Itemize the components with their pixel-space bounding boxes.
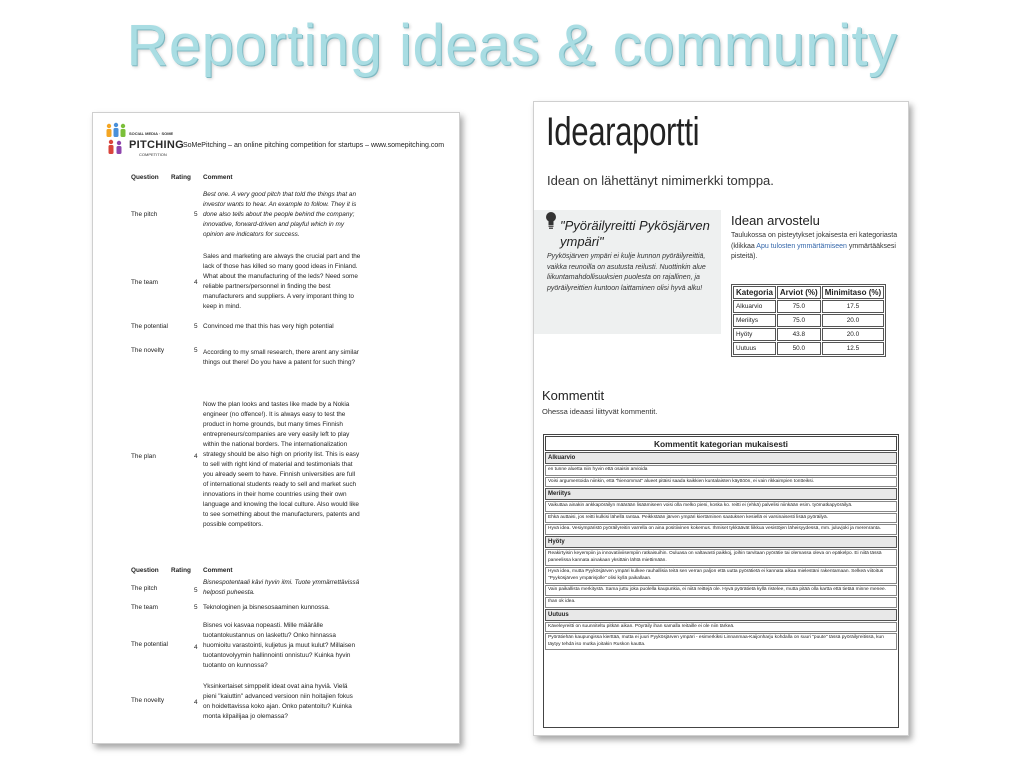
t2-comment: Bisnes voi kasvaa nopeasti. Mille määrälle tuotantokustannus on laskettu? Onko hinnassa huomioitu varastointi, kuljetus ja muut kulut? Millaisen tuotantovolyymin hallinnointi onnistuu? Kuinka hyvin tuotanto on kunnossa? [203,622,356,669]
score-row [733,300,884,313]
t1-rating: 5 [194,323,198,330]
score-category: Uutuus [733,342,776,355]
somepitching-logo [103,121,183,165]
t2-header-rating: Rating [171,567,191,574]
comment-row: Vaikuttaa ainakin ankkapöräilyn määrään lisäämiseen voisi olla melko pieni, koska ko. reitti ei (ehkä) palvelisi niinkään esim. työmatkapyöräilyä. [545,501,897,512]
t2-question: The potential [131,641,168,648]
comment-row: Vain paikallista merkitystä. Sama juttu joka puolella kaupunkia, ei niitä reittejä ole. Hyvä pyörätietä kyllä ristelee, mutta pitää olla kartta että tietää minne menee. [545,585,897,596]
score-header: Minimitaso (%) [822,286,884,299]
t2-rating: 5 [194,587,198,594]
comment-row: Hyvä idea. Vesiympäristö pyöräilyreitin varrella on aina positiivinen kokemus. Ihmiset tykkäävät liikkua vesistöjen läheisyydessä, mm. juluvjoki ja merenranta. [545,524,897,535]
score-row [733,314,884,327]
score-row [733,342,884,355]
t1-question: The potential [131,323,168,330]
comment-row: Voisi argumentoida niinkin, että "hienommat" alueet pitäisi saada kaikkien kuntalaisten käyttöön, ei vain rikkaimpien tontteiksi. [545,477,897,488]
comment-row: Pyörätiehän kaupungissa kierttää, mutta ei juuri Pyykösjärven ympäri - esimerkiksi Linnanmaa-Kaijonharju kohdalla on suuri "puute" tässä pyöräilyreitissä, kun täytyy tehdä iso mutka joitakin Ruskon kautta. [545,633,897,650]
score-minimum: 17.5 [822,300,884,313]
t1-rating: 4 [194,279,198,286]
score-value: 43.8 [777,328,821,341]
comment-row: en tunne aluetta niin hyvin että osaisin arvioida [545,465,897,476]
score-category: Alkuarvio [733,300,776,313]
t1-comment: According to my small research, there arent any similar things out there! Do you have a patent for such thing? [203,349,359,366]
report-title: Idearaportti [546,110,700,154]
t1-question: The pitch [131,211,158,218]
t1-header-comment: Comment [203,174,233,181]
logo-small-text: SOCIAL MEDIA · SOME [129,131,174,136]
t1-comment: Convinced me that this has very high potential [203,323,334,330]
rating-section-title: Idean arvostelu [731,213,820,228]
score-value: 50.0 [777,342,821,355]
rating-section-text [731,231,901,263]
rating-text-after: ymmärtääksesi pisteitä). [731,242,896,260]
score-category: Meriitys [733,314,776,327]
score-category: Hyöty [733,328,776,341]
document-header: SoMePitching – an online pitching competition for startups – www.somepitching.com [183,142,445,149]
comment-category: Alkuarvio [545,452,897,464]
comment-category: Uutuus [545,609,897,621]
score-header: Kategoria [733,286,776,299]
score-header: Arviot (%) [777,286,821,299]
t2-header-comment: Comment [203,567,233,574]
comment-category: Meriitys [545,488,897,500]
t2-header-question: Question [131,567,159,574]
score-minimum: 20.0 [822,314,884,327]
t1-header-rating: Rating [171,174,191,181]
comments-table-header: Kommentit kategorian mukaisesti [545,436,897,451]
t1-question: The team [131,279,158,286]
idea-description: Pyykösjärven ympäri ei kulje kunnon pyöräilyreittiä, vaikka reunoilla on asutusta reilusti. Nuottinkin alue liikuntamahdollisuuksien puolesta on rajallinen, ja pyöräilyreittien kuntoon laittaminen olisi hyvä alku! [547,253,706,292]
t2-rating: 4 [194,699,198,706]
comment-row: Reakirtyisin keyempiin ja innovatiiviisempiin ratkaisuihin. Ouluasa on valtavasti paikkoj, joihin tarvitaan pyörätie tai olemassa oleva on epäkelpo. Ei niitä tässä paneelissa kannata ainakaan yksittäin lähtä miettimään. [545,549,897,566]
comments-table [543,434,899,728]
t1-rating: 5 [194,211,198,218]
t2-question: The novelty [131,697,165,704]
t1-comment: Sales and marketing are always the crucial part and the lack of those has killed so many good ideas in Finland. What about the manufacturing of the leds? Need some reliable partners/personnel in finding the best manufacturers and suppliers. A very imporant thing to keep in mind. [203,253,361,310]
lightbulb-icon [544,211,558,231]
t1-header-question: Question [131,174,159,181]
comment-row: Ihan ok idea. [545,597,897,608]
t1-comment: Best one. A very good pitch that told the things that an investor wants to hear. An example to follow. They it is done also tells about the people behind the company; innovative, forward-driven and playful which in my opinion are indicators for success. [203,191,357,238]
t2-question: The team [131,604,158,611]
t2-comment: Teknologinen ja bisnesosaaminen kunnossa. [203,604,330,611]
comments-intro: Ohessa ideaasi liittyvät kommentit. [542,407,658,416]
comment-row: Käveleyreitti on suunniteltu pitkän aikan. Pöyräily ihan samalla reitaille ei ole niin tärkeä. [545,622,897,633]
t2-comment: Bisnespotentaali kävi hyvin ilmi. Tuote ymmärrettävissä helposti puheesta. [203,579,360,596]
score-row [733,328,884,341]
t2-comment: Yksinkertaiset simppelit ideat ovat aina hyviä. Vielä pieni "kaiuttin" advanced versioon niin hoitajien fokus on hoidettavissa koko ajan. Onko patentoitu? Kuinka monta kilpailijaa jo olemassa? [203,683,353,720]
score-value: 75.0 [777,314,821,327]
people-icon [103,121,131,165]
report-subtitle: Idean on lähettänyt nimimerkki tomppa. [547,173,774,188]
t2-rating: 4 [194,644,198,651]
rating-text-before: Taulukossa on pisteytykset jokaisesta eri kategoriasta (klikkaa [731,232,898,250]
t2-question: The pitch [131,585,158,592]
score-value: 75.0 [777,300,821,313]
score-table [731,284,886,357]
t1-rating: 5 [194,347,198,354]
comments-title: Kommentit [542,388,605,403]
logo-big-text: PITCHING [129,139,184,151]
slide-title: Reporting ideas & community [126,13,898,78]
t1-rating: 4 [194,453,198,460]
t1-question: The novelty [131,347,165,354]
t1-question: The plan [131,453,156,460]
idea-report-document [533,101,909,736]
help-link[interactable]: Apu tulosten ymmärtämiseen [756,242,847,250]
comment-row: Ehkä auttaisi, jos reitti kulkisi lähellä rantaa. Peikkstään järven ympäri kiertäminen saatuksen kesiellä ei varsinaisesti lisää pyöräilyä. [545,513,897,524]
logo-competition-text: COMPETITION [139,152,167,157]
score-minimum: 12.5 [822,342,884,355]
score-minimum: 20.0 [822,328,884,341]
comment-category: Hyöty [545,536,897,548]
t1-comment: Now the plan looks and tastes like made by a Nokia engineer (no offence!). It is always easy to test the product in home grounds, but many times Finnish entrepreneurs/companies are very easily left to play within the national borders. The internationalization strategy should be also high on priority list. This is easy to sell with right kind of material and testimonials that you already seem to have. Finnish universities are full of international students ready to sell and market such innovations in their home countries using their own language and knowing the local culture. Also would like to see something about the manufacturers, patents and possible competitors. [203,401,360,528]
pitching-feedback-document [92,112,460,744]
comment-row: Hyvä idea, mutta Pyykösjärven ympäri kulkee rauhallisia teitä sen verran paljon että uutta pyörätietä ei kannata aikaa mielestäni rakentamaan. Selkeä viitoitus "Pyykösjärven ympärisjolle" olisi kyllä paikallaan. [545,567,897,584]
t2-rating: 5 [194,604,198,611]
idea-title: "Pyöräilyreitti Pykösjärven ympäri" [560,218,710,249]
